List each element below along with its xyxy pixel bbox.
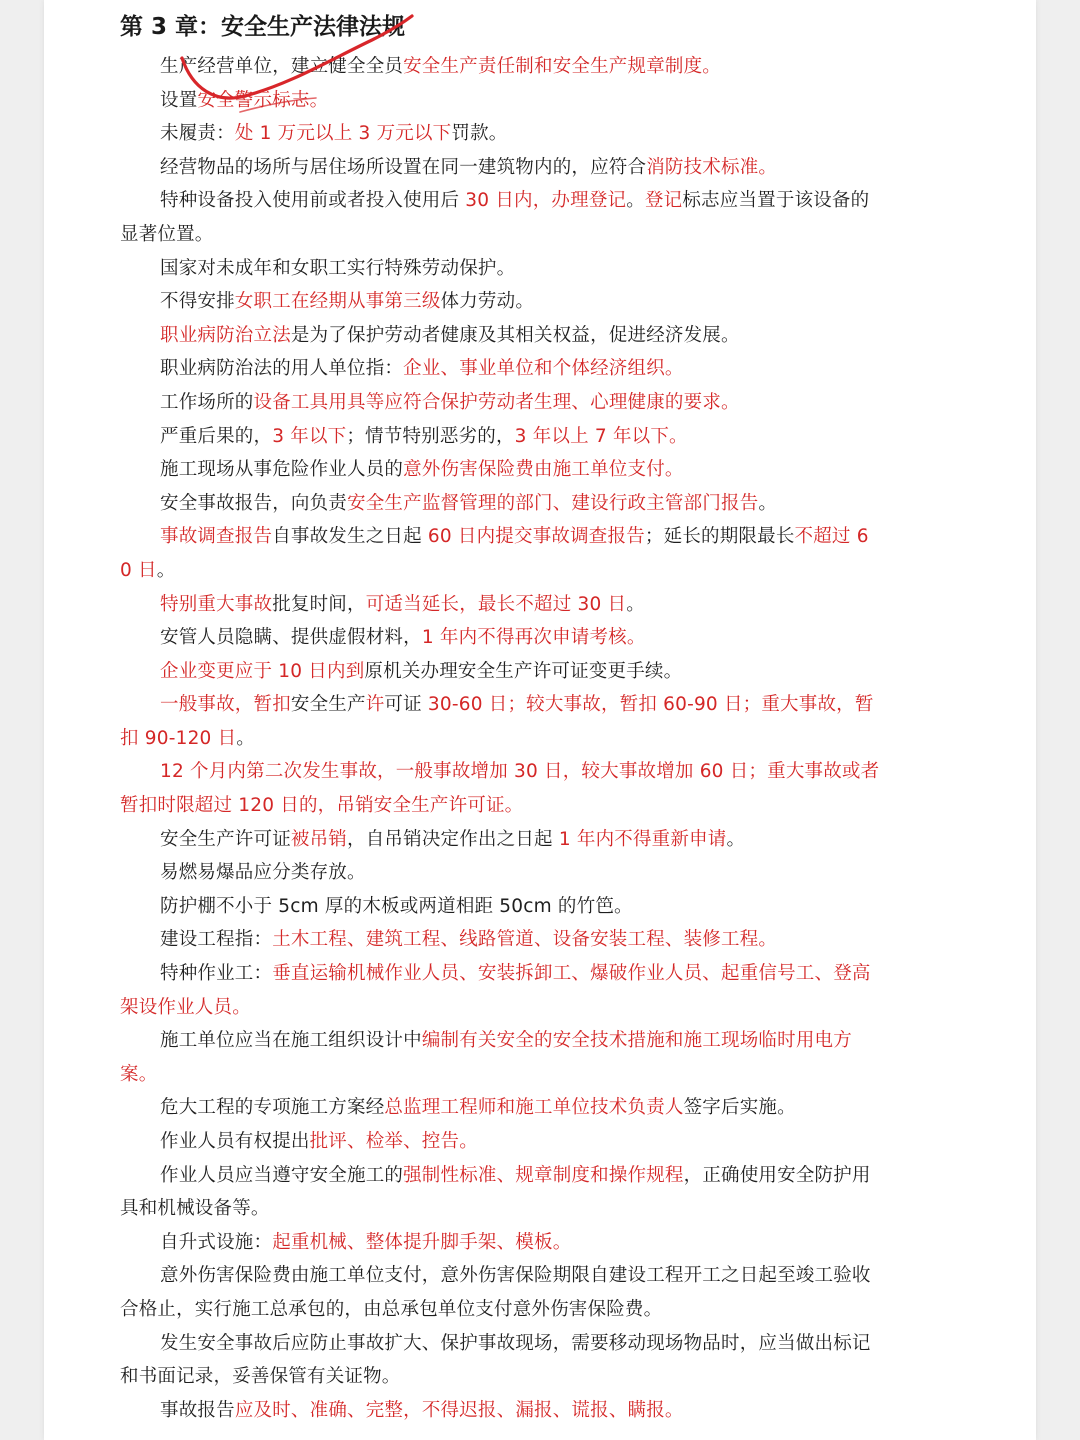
paragraph	[120, 890, 880, 924]
body-text: 。	[626, 593, 645, 615]
body-text: 未履责：	[160, 123, 235, 145]
highlighted-text: 60 日内提交事故调查报告	[427, 526, 645, 548]
body-text: 签字后实施。	[683, 1097, 796, 1119]
paragraph	[120, 184, 880, 251]
paragraph	[120, 755, 880, 822]
highlighted-text: 许	[365, 694, 385, 716]
highlighted-text: 企业、事业单位和个体经济组织。	[403, 358, 684, 380]
highlighted-text: 土木工程、建筑工程、线路管道、设备安装工程、装修工程。	[272, 929, 778, 951]
body-text: 自事故发生之日起	[272, 526, 428, 548]
body-text: 是为了保护劳动者健康及其相关权益，促进经济发展。	[290, 324, 740, 346]
body-text: 安管人员隐瞒、提供虚假材料，	[160, 627, 422, 649]
paragraph	[120, 1091, 880, 1125]
paragraph	[120, 621, 880, 655]
paragraph	[120, 823, 880, 857]
body-text: 。	[726, 828, 746, 850]
paragraph	[120, 520, 880, 587]
body-text: 体力劳动。	[440, 291, 535, 313]
paragraph	[120, 84, 880, 118]
paragraph	[120, 1125, 880, 1159]
highlighted-text: 总监理工程师和施工单位技术负责人	[384, 1097, 684, 1119]
body-text: ；情节特别恶劣的，	[346, 425, 515, 447]
body-text: 批复时间，	[272, 593, 366, 615]
highlighted-text: 消防技术标准。	[646, 156, 778, 178]
paragraph	[120, 1226, 880, 1260]
paragraph	[120, 923, 880, 957]
paragraph	[120, 957, 880, 1024]
highlighted-text: 被吊销	[290, 828, 348, 850]
highlighted-text: 一般事故，暂扣	[160, 694, 291, 716]
paragraph	[120, 1159, 880, 1226]
highlighted-text: 不超过 60 日	[120, 526, 869, 581]
highlighted-text: 特别重大事故	[160, 593, 273, 615]
highlighted-text: 垂直运输机械作业人员、安装拆卸工、爆破作业人员、起重信号工、登高架设作业人员。	[120, 963, 871, 1018]
body-text: 。	[236, 727, 255, 749]
body-text: 施工单位应当在施工组织设计中	[160, 1030, 422, 1052]
body-text: 工作场所的	[160, 391, 254, 413]
body-text: ；延长的期限最长	[644, 526, 795, 548]
paragraph	[120, 1327, 880, 1394]
body-text: 。	[626, 190, 645, 212]
body-text: 特种作业工：	[160, 963, 273, 985]
body-text: 严重后果的，	[160, 425, 273, 447]
paragraph	[120, 655, 880, 689]
highlighted-text: 3 年以下	[272, 425, 347, 447]
body-text: ，自吊销决定作出之日起	[347, 828, 559, 850]
paragraph	[120, 487, 880, 521]
body-text: 防护棚不小于 5cm 厚的木板或两道相距 50cm 的竹笆。	[160, 895, 633, 917]
highlighted-text: 批评、检举、控告。	[309, 1131, 478, 1152]
highlighted-text: 编制有关安全的安全技术措施和施工现场临时用电方案。	[120, 1030, 852, 1085]
body-text: 建设工程指：	[160, 929, 273, 951]
highlighted-text: 12 个月内第二次发生事故，一般事故增加 30 日，较大事故增加 60 日；重大事故或者暂扣时限超过 120 日的，吊销安全生产许可证。	[120, 761, 880, 817]
paragraph	[120, 50, 880, 84]
body-text: 可证	[384, 694, 428, 716]
paragraph	[120, 117, 880, 151]
body-text: 职业病防治法的用人单位指：	[160, 358, 404, 380]
body-text: 特种设备投入使用前或者投入使用后	[160, 190, 466, 212]
body-text: 国家对未成年和女职工实行特殊劳动保护。	[160, 257, 516, 279]
highlighted-text: 30 日内，办理登记	[465, 190, 627, 212]
highlighted-text: 安全警示标志。	[197, 89, 329, 111]
body-text: 意外伤害保险费由施工单位支付，意外伤害保险期限自建设工程开工之日起至竣工验收合格止，实行施工总承包的，由总承包单位支付意外伤害保险费。	[120, 1265, 871, 1320]
highlighted-text: 登记	[644, 190, 683, 212]
document-content	[120, 10, 880, 1427]
paragraph	[120, 1259, 880, 1326]
body-text: 施工现场从事危险作业人员的	[160, 459, 404, 481]
highlighted-text: 安全生产责任制和安全生产规章制度。	[403, 56, 722, 77]
paragraph	[120, 1024, 880, 1091]
highlighted-text: 1 年内不得再次申请考核。	[421, 627, 646, 649]
body-text: 罚款。	[451, 123, 508, 145]
body-text: 事故报告	[160, 1399, 235, 1421]
paragraph	[120, 285, 880, 319]
body-text: 自升式设施：	[160, 1231, 273, 1253]
body-text: 作业人员有权提出	[160, 1131, 310, 1152]
body-text: 经营物品的场所与居住场所设置在同一建筑物内的，应符合	[160, 156, 647, 178]
paragraph	[120, 386, 880, 420]
highlighted-text: 应及时、准确、完整，不得迟报、漏报、谎报、瞒报。	[234, 1399, 684, 1421]
highlighted-text: 事故调查报告	[160, 526, 273, 548]
chapter-title: 第 3 章：安全生产法律法规	[120, 14, 406, 40]
body-text: 安全生产许可证	[160, 828, 291, 850]
highlighted-text: 意外伤害保险费由施工单位支付。	[403, 459, 684, 481]
paragraph	[120, 352, 880, 386]
highlighted-text: 设备工具用具等应符合保护劳动者生理、心理健康的要求。	[253, 391, 740, 413]
paragraph	[120, 319, 880, 353]
paragraph	[120, 420, 880, 454]
highlighted-text: 职业病防治立法	[160, 324, 291, 346]
body-text: 。	[156, 559, 176, 581]
highlighted-text: 安全生产监督管理的部门、建设行政主管部门报告	[347, 492, 759, 514]
body-text: 原机关办理安全生产许可证变更手续。	[364, 660, 683, 682]
highlighted-text: 处 1 万元以上 3 万元以下	[234, 123, 452, 145]
body-text: 不得安排	[160, 291, 235, 313]
body-text: 危大工程的专项施工方案经	[160, 1097, 385, 1119]
paragraph	[120, 453, 880, 487]
body-text: 安全事故报告，向负责	[160, 492, 348, 514]
highlighted-text: 起重机械、整体提升脚手架、模板。	[272, 1231, 572, 1253]
highlighted-text: 3 年以上 7 年以下。	[514, 425, 688, 447]
body-text: 。	[758, 492, 778, 514]
highlighted-text: 可适当延长，最长不超过 30 日	[365, 593, 627, 615]
paragraph	[120, 688, 880, 755]
paragraph	[120, 588, 880, 622]
highlighted-text: 30-60 日；较大事故，暂扣 60-90 日；重大事故，暂扣 90-120 日	[120, 694, 874, 749]
body-text: ，正确使用安全防护用具和机械设备等。	[120, 1164, 871, 1220]
body-text: 作业人员应当遵守安全施工的	[160, 1164, 404, 1186]
highlighted-text: 强制性标准、规章制度和操作规程	[403, 1164, 684, 1186]
body-text: 设置	[160, 89, 198, 111]
highlighted-text: 女职工在经期从事第三级	[234, 291, 441, 313]
paragraph	[120, 151, 880, 185]
highlighted-text: 1 年内不得重新申请	[558, 828, 727, 850]
body-text: 生产经营单位，建立健全全员	[160, 56, 404, 77]
paragraph	[120, 252, 880, 286]
body-text: 安全生产	[290, 694, 366, 716]
body-text: 标志应当置于该设备的显著位置。	[120, 190, 870, 245]
paragraph	[120, 1394, 880, 1428]
body-text: 易燃易爆品应分类存放。	[160, 862, 366, 884]
paragraph	[120, 856, 880, 890]
body-text: 发生安全事故后应防止事故扩大、保护事故现场，需要移动现场物品时，应当做出标记和书面记录，妥善保管有关证物。	[120, 1332, 871, 1388]
paragraph-list	[120, 50, 880, 1427]
highlighted-text: 企业变更应于 10 日内到	[160, 660, 365, 682]
